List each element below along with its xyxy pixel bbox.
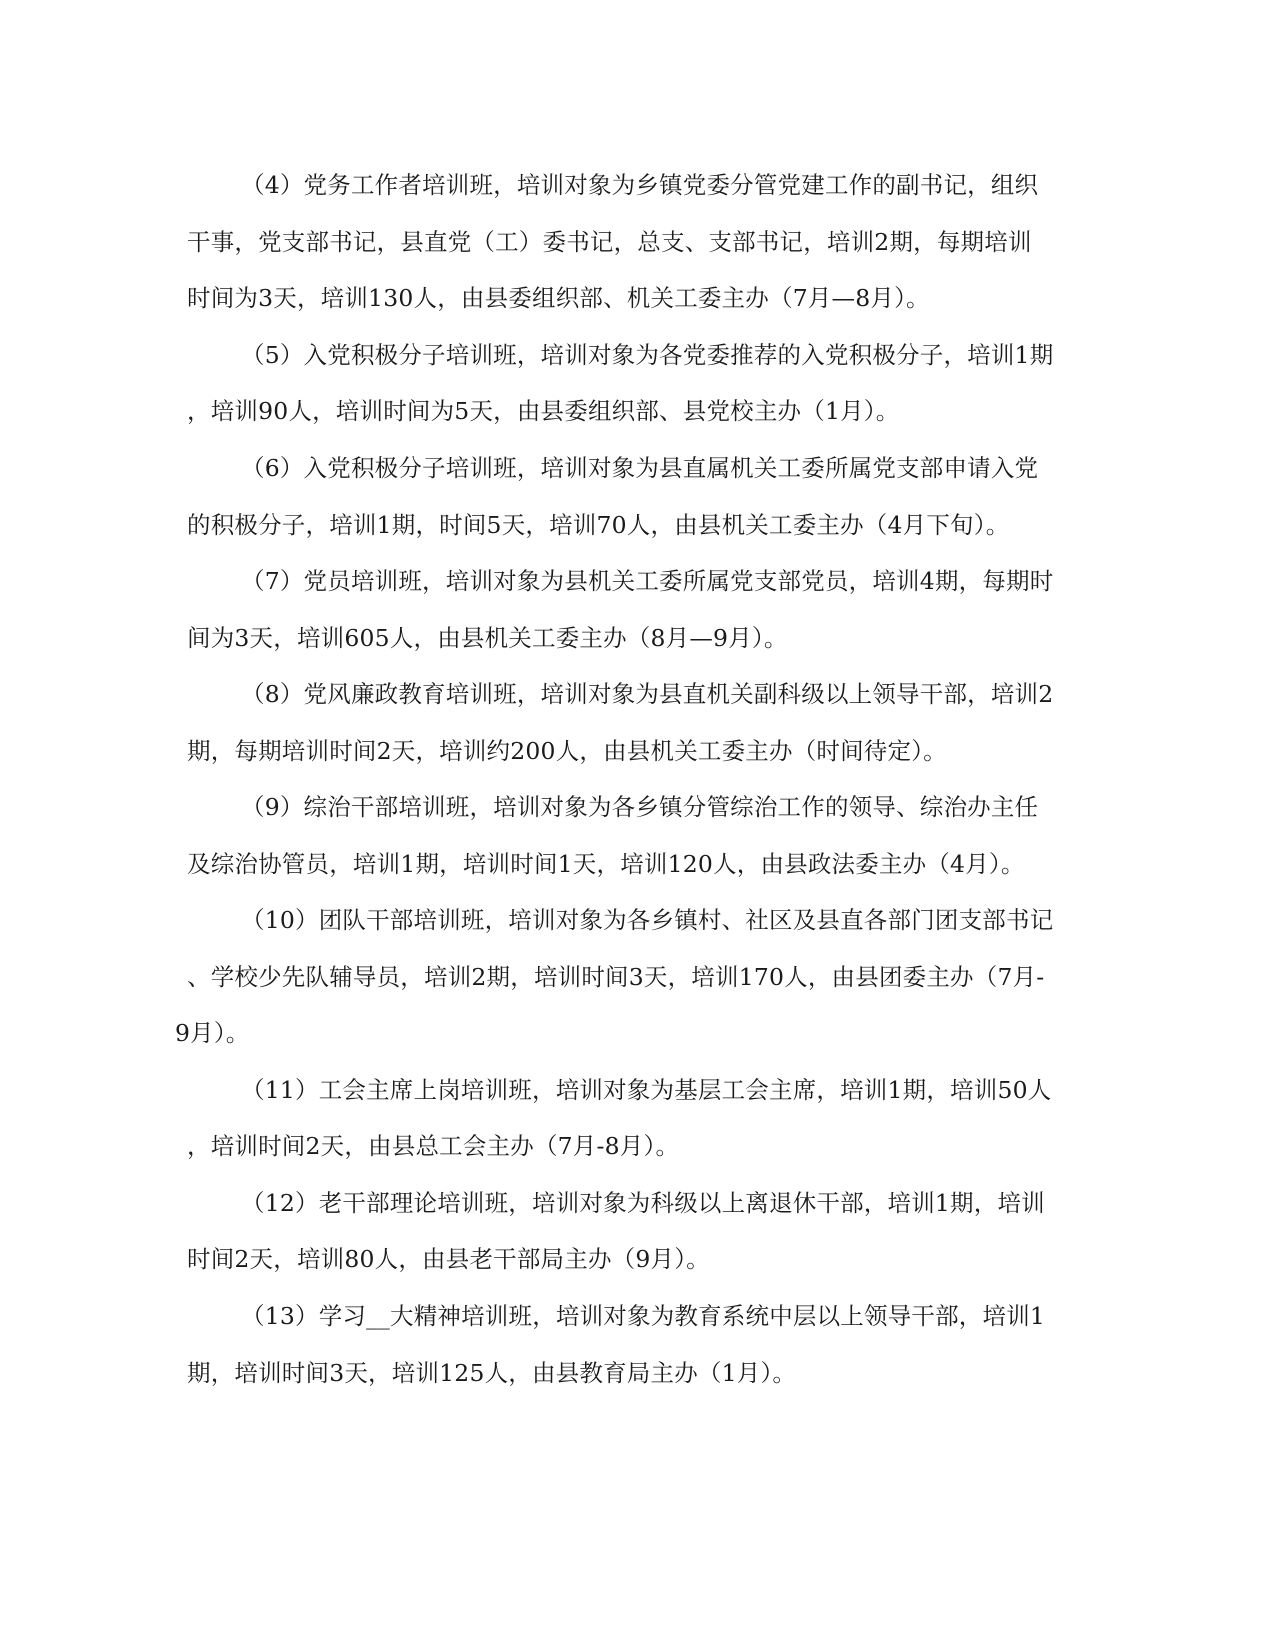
- paragraph-4-line-2: 干事，党支部书记，县直党（工）委书记，总支、支部书记，培训2期，每期培训: [187, 228, 1032, 256]
- paragraph-11-line-2: ，培训时间2天，由县总工会主办（7月-8月）。: [187, 1132, 680, 1160]
- paragraph-5-line-2: ，培训90人，培训时间为5天，由县委组织部、县党校主办（1月）。: [187, 397, 900, 425]
- paragraph-9-line-2: 及综治协管员，培训1期，培训时间1天，培训120人，由县政法委主办（4月）。: [187, 850, 1025, 878]
- paragraph-4-line-3: 时间为3天，培训130人，由县委组织部、机关工委主办（7月—8月）。: [187, 284, 930, 312]
- paragraph-11-line-1: （11）工会主席上岗培训班，培训对象为基层工会主席，培训1期，培训50人: [241, 1076, 1052, 1104]
- paragraph-5-line-1: （5）入党积极分子培训班，培训对象为各党委推荐的入党积极分子，培训1期: [241, 341, 1054, 369]
- paragraph-13-line-1: （13）学习__大精神培训班，培训对象为教育系统中层以上领导干部，培训1: [241, 1302, 1046, 1330]
- paragraph-10-line-2: 、学校少先队辅导员，培训2期，培训时间3天，培训170人，由县团委主办（7月-: [187, 963, 1045, 991]
- paragraph-9-line-1: （9）综治干部培训班，培训对象为各乡镇分管综治工作的领导、综治办主任: [241, 793, 1039, 821]
- paragraph-4-line-1: （4）党务工作者培训班，培训对象为乡镇党委分管党建工作的副书记，组织: [241, 171, 1039, 199]
- paragraph-10-line-3: 9月）。: [175, 1019, 250, 1047]
- paragraph-7-line-2: 间为3天，培训605人，由县机关工委主办（8月—9月）。: [187, 624, 788, 652]
- paragraph-8-line-2: 期，每期培训时间2天，培训约200人，由县机关工委主办（时间待定）。: [187, 737, 947, 765]
- paragraph-7-line-1: （7）党员培训班，培训对象为县机关工委所属党支部党员，培训4期，每期时: [241, 567, 1054, 595]
- paragraph-10-line-1: （10）团队干部培训班，培训对象为各乡镇村、社区及县直各部门团支部书记: [241, 906, 1054, 934]
- paragraph-12-line-2: 时间2天，培训80人，由县老干部局主办（9月）。: [187, 1245, 710, 1273]
- paragraph-6-line-1: （6）入党积极分子培训班，培训对象为县直属机关工委所属党支部申请入党: [241, 454, 1039, 482]
- paragraph-13-line-2: 期，培训时间3天，培训125人，由县教育局主办（1月）。: [187, 1359, 797, 1387]
- paragraph-8-line-1: （8）党风廉政教育培训班，培训对象为县直机关副科级以上领导干部，培训2: [241, 680, 1054, 708]
- paragraph-6-line-2: 的积极分子，培训1期，时间5天，培训70人，由县机关工委主办（4月下旬）。: [187, 511, 1010, 539]
- paragraph-12-line-1: （12）老干部理论培训班，培训对象为科级以上离退休干部，培训1期，培训: [241, 1189, 1045, 1217]
